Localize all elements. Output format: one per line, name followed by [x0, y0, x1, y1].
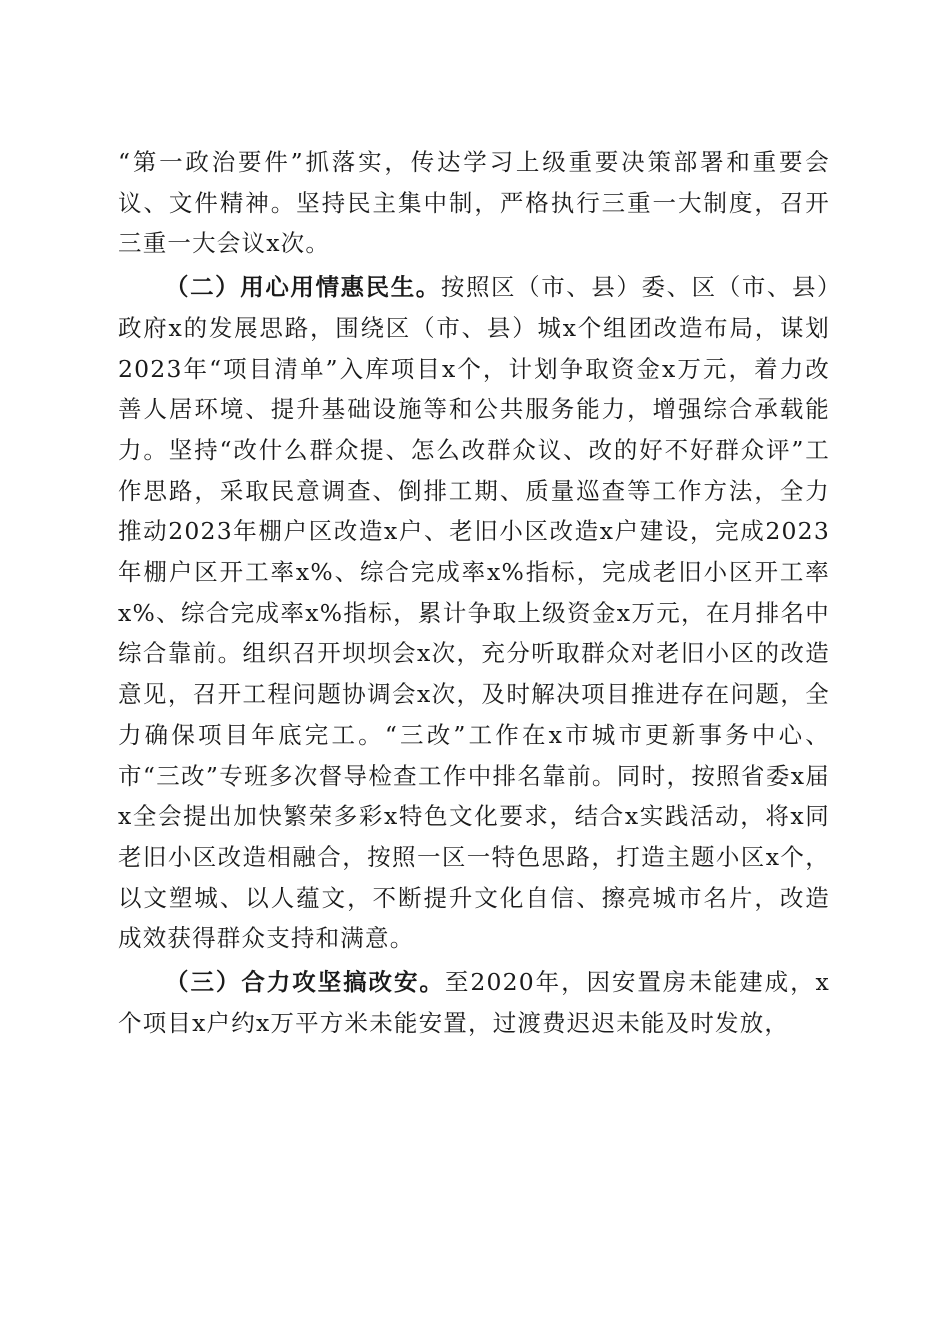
paragraph-section-2: [118, 267, 830, 959]
section-heading: （二）用心用情惠民生。: [165, 273, 441, 302]
paragraph-text: 至2020年，因安置房未能建成，x个项目x户约x万平方米未能安置，过渡费迟迟未能及时发放，: [118, 968, 830, 1037]
paragraph-section-3: [118, 962, 830, 1043]
paragraph-text: “第一政治要件”抓落实，传达学习上级重要决策部署和重要会议、文件精神。坚持民主集中制，严格执行三重一大制度，召开三重一大会议x次。: [118, 148, 830, 258]
document-body: [118, 142, 830, 1043]
section-heading: （三）合力攻坚搞改安。: [165, 968, 445, 997]
paragraph-continuation: [118, 142, 830, 264]
paragraph-text: 按照区（市、县）委、区（市、县）政府x的发展思路，围绕区（市、县）城x个组团改造布局，谋划2023年“项目清单”入库项目x个，计划争取资金x万元，着力改善人居环境、提升基础设施等和公共服务能力，增强综合承载能力。坚持“改什么群众提、怎么改群众议、改的好不好群众评”工作思路，采取民意调查、倒排工期、质量巡查等工作方法，全力推动2023年棚户区改造x户、老旧小区改造x户建设，完成2023年棚户区开工率x%、综合完成率x%指标，完成老旧小区开工率x%、综合完成率x%指标，累计争取上级资金x万元，在月排名中综合靠前。组织召开坝坝会x次，充分听取群众对老旧小区的改造意见，召开工程问题协调会x次，及时解决项目推进存在问题，全力确保项目年底完工。“三改”工作在x市城市更新事务中心、市“三改”专班多次督导检查工作中排名靠前。同时，按照省委x届x全会提出加快繁荣多彩x特色文化要求，结合x实践活动，将x同老旧小区改造相融合，按照一区一特色思路，打造主题小区x个，以文塑城、以人蕴文，不断提升文化自信、擦亮城市名片，改造成效获得群众支持和满意。: [118, 273, 831, 953]
